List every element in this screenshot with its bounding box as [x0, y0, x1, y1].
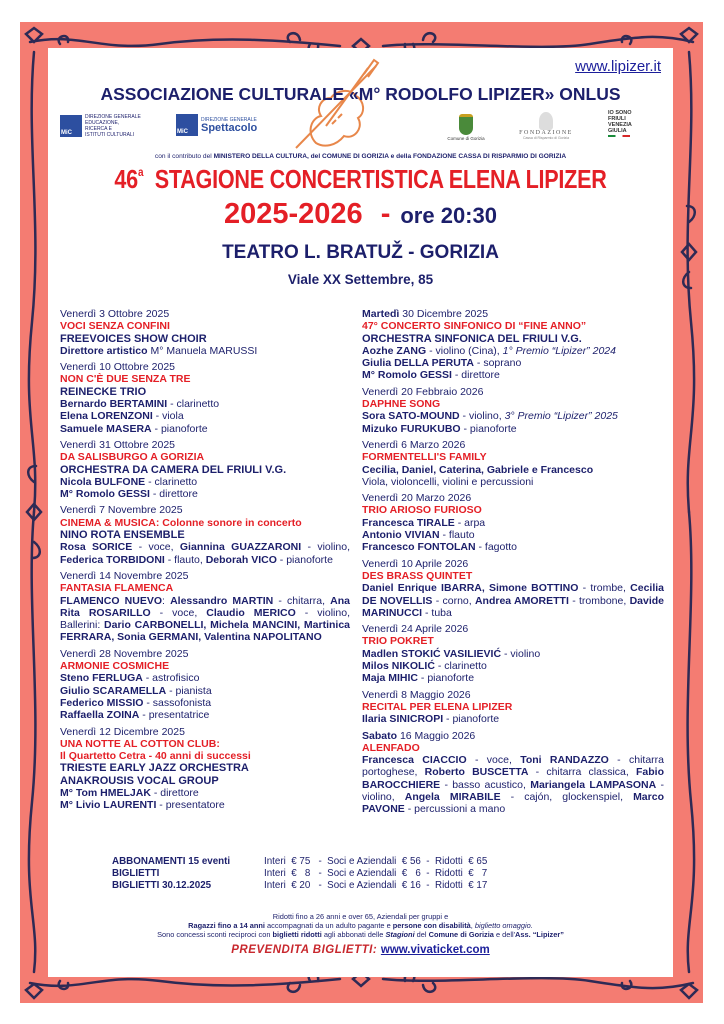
fondazione-logo — [506, 112, 586, 140]
separator: - — [380, 198, 391, 230]
performer-name: Francesca CIACCIO — [362, 754, 467, 767]
ticket-notes — [48, 912, 673, 939]
price-label: BIGLIETTI 30.12.2025 — [112, 880, 212, 891]
performer-name: Daniel Enrique IBARRA, Simone BOTTINO — [362, 582, 579, 595]
event-title: ALENFADO — [362, 741, 420, 754]
venue-address: Viale XX Settembre, 85 — [287, 272, 434, 287]
performer-role: - basso acustico, — [440, 778, 531, 791]
performer-name: Marco PAVONE — [362, 790, 664, 816]
performer-line — [60, 697, 350, 709]
event-date — [60, 361, 350, 373]
performer-role: - cajón, glockenspiel, — [500, 790, 634, 803]
event-day: Venerdì — [60, 725, 97, 738]
event-item — [362, 308, 664, 382]
performer-line — [60, 345, 350, 357]
event-date — [60, 504, 350, 516]
event-title: ARMONIE COSMICHE — [60, 660, 170, 673]
performer-role: - arpa — [454, 516, 486, 529]
event-date-text: 16 Maggio 2026 — [399, 729, 476, 742]
performer-name: Francesca TIRALE — [362, 516, 455, 529]
performer-line — [60, 787, 350, 799]
performer-line — [60, 685, 350, 697]
performer-name: M° Livio LAURENTI — [60, 799, 157, 812]
performer-role: - percussioni a mano — [404, 803, 506, 816]
mic-spettacolo-title: Spettacolo — [201, 121, 258, 134]
performer-role: - corno, — [432, 594, 475, 607]
performer-paragraph — [60, 595, 350, 644]
performer-name: Francesco FONTOLAN — [362, 541, 476, 554]
price-values: Interi € 8 - Soci e Aziendali € 6 - Ridotti € 7 — [264, 868, 488, 879]
event-date-text: 20 Febbraio 2026 — [401, 385, 484, 398]
event-item — [60, 726, 350, 812]
performer-name: Samuele MASERA — [60, 422, 152, 435]
performer-role: 3° Premio “Lipizer” 2025 — [504, 410, 618, 423]
crest-icon — [459, 114, 473, 135]
event-title: 47° CONCERTO SINFONICO DI “FINE ANNO” — [362, 320, 587, 333]
event-title: NON C'È DUE SENZA TRE — [60, 373, 191, 386]
season-title — [101, 164, 620, 195]
event-title: VOCI SENZA CONFINI — [60, 320, 170, 333]
contribution-line — [48, 153, 673, 160]
event-date-text: 14 Novembre 2025 — [99, 569, 189, 582]
mic-spettacolo-logo — [176, 114, 257, 136]
performer-role: - violino, — [362, 778, 664, 803]
event-day: Venerdì — [362, 623, 399, 636]
event-item — [60, 570, 350, 644]
mic-education-text: EDUCAZIONE, — [85, 120, 120, 126]
performer-role: - chitarra, — [273, 594, 331, 607]
event-ensemble: ORCHESTRA DA CAMERA DEL FRIULI V.G. — [60, 463, 287, 476]
performer-role: - pianoforte — [276, 553, 333, 566]
performer-role: - clarinetto — [434, 660, 487, 673]
event-date — [362, 623, 664, 635]
performer-name: Rosa SORICE — [60, 541, 133, 554]
performer-role: : — [162, 594, 171, 607]
mic-logo-icon: MiC — [176, 114, 198, 136]
performer-role: - violino (Cina), — [426, 344, 503, 357]
performer-role: - voce, — [132, 541, 180, 554]
performer-role: - chitarra portoghese, — [362, 754, 664, 779]
event-date — [362, 386, 664, 398]
price-label: ABBONAMENTI 15 eventi — [112, 856, 231, 867]
event-date — [362, 558, 664, 570]
event-title: RECITAL PER ELENA LIPIZER — [362, 700, 513, 713]
performer-name: Aozhe ZANG — [362, 344, 427, 357]
performer-line — [362, 541, 664, 553]
event-day: Venerdì — [362, 557, 399, 570]
performer-role: - presentatore — [156, 799, 225, 812]
event-title: FANTASIA FLAMENCA — [60, 582, 174, 595]
event-date-text: 7 Novembre 2025 — [99, 504, 183, 517]
performer-paragraph — [60, 541, 350, 566]
performer-line — [362, 476, 664, 488]
performer-line — [362, 369, 664, 381]
performer-role: - pianoforte — [460, 422, 517, 435]
event-date-text: 28 Novembre 2025 — [99, 647, 189, 660]
performer-name: FLAMENCO NUEVO — [60, 594, 162, 607]
performer-name: Giulia DELLA PERUTA — [362, 357, 475, 370]
performer-name: Madlen STOKIĆ VASILIEVIĆ — [362, 647, 502, 660]
performer-role: - violino, — [459, 410, 505, 423]
performer-line — [362, 660, 664, 672]
event-date-text: 10 Ottobre 2025 — [99, 361, 176, 374]
price-label: BIGLIETTI — [112, 868, 160, 879]
event-day: Venerdì — [362, 385, 399, 398]
performer-name: Giulio SCARAMELLA — [60, 684, 167, 697]
events-column-right — [362, 308, 664, 820]
vivaticket-link[interactable]: www.vivaticket.com — [380, 944, 490, 956]
performer-line — [60, 423, 350, 435]
association-name: ASSOCIAZIONE CULTURALE «M° RODOLFO LIPIZER» ONLUS — [100, 84, 621, 104]
performer-role: - violino, — [301, 541, 351, 554]
performer-name: Alessandro MARTIN — [170, 594, 274, 607]
performer-role: - flauto — [439, 529, 475, 542]
performer-line — [362, 357, 664, 369]
performer-paragraph — [362, 582, 664, 619]
note-italic: Stagioni — [385, 930, 415, 939]
event-item — [362, 623, 664, 684]
performer-role: - tuba — [422, 606, 452, 619]
event-item — [362, 492, 664, 553]
event-ensemble: TRIESTE EARLY JAZZ ORCHESTRA — [60, 762, 249, 775]
event-day: Venerdì — [60, 569, 97, 582]
performer-role: - direttore — [451, 369, 500, 382]
performer-name: Ilaria SINICROPI — [362, 713, 444, 726]
performer-name: Andrea AMORETTI — [474, 594, 569, 607]
season-name: STAGIONE CONCERTISTICA ELENA LIPIZER — [154, 164, 607, 194]
performer-name: Toni RANDAZZO — [520, 754, 609, 767]
mic-logo-icon: MiC — [60, 115, 82, 137]
event-date — [60, 726, 350, 738]
performer-role: M° Manuela MARUSSI — [150, 344, 258, 357]
performer-name: M° Romolo GESSI — [60, 488, 150, 501]
event-title: TRIO POKRET — [362, 635, 434, 648]
performer-name: Mariangela LAMPASONA — [530, 778, 657, 791]
event-date-text: 20 Marzo 2026 — [401, 492, 472, 505]
note-text: agli abbonati delle — [321, 930, 386, 939]
event-title: UNA NOTTE AL COTTON CLUB: — [60, 737, 220, 750]
events-column-left — [60, 308, 350, 816]
performer-name: Dario CARBONELLI, Michela MANCINI, Martinica FERRARA, Sonia GERMANI, Valentina NAPOLITANO — [60, 619, 350, 644]
note-line — [48, 921, 673, 930]
event-date-text: 8 Maggio 2026 — [401, 688, 471, 701]
event-title: DES BRASS QUINTET — [362, 569, 473, 582]
event-date — [362, 730, 664, 742]
performer-line — [60, 799, 350, 811]
performer-role: - pianoforte — [443, 713, 500, 726]
performer-name: Sora SATO-MOUND — [362, 410, 460, 423]
event-day: Martedì — [362, 308, 400, 320]
website-link[interactable]: www.lipizer.it — [575, 58, 661, 75]
sponsor-logos — [48, 110, 673, 146]
presale-colon: : — [372, 944, 381, 956]
performer-name: Roberto BUSCETTA — [424, 766, 529, 779]
event-date — [60, 308, 350, 320]
event-ensemble: NINO ROTA ENSEMBLE — [60, 529, 185, 542]
contribution-sponsors: MINISTERO DELLA CULTURA, del COMUNE DI GORIZIA e della FONDAZIONE CASSA DI RISPARMIO DI GORIZIA — [213, 153, 567, 160]
fondazione-crest-icon — [539, 112, 553, 130]
note-text: Sono concessi sconti reciproci con — [157, 930, 273, 939]
performer-line — [362, 713, 664, 725]
performer-name: Maja MIHIC — [362, 672, 419, 685]
performer-role: - clarinetto — [167, 398, 220, 411]
performer-name: Claudio MERICO — [206, 606, 296, 619]
event-day: Sabato — [362, 729, 398, 742]
performer-line — [362, 410, 664, 422]
venue: TEATRO L. BRATUŽ - GORIZIA — [222, 242, 499, 263]
performer-role: - voce, — [466, 754, 521, 767]
event-item — [362, 558, 664, 619]
performer-line — [362, 672, 664, 684]
performer-role: - pianoforte — [418, 672, 475, 685]
event-date-text: 31 Ottobre 2025 — [99, 438, 176, 451]
edition-number: 46 — [114, 164, 138, 194]
note-text: accompagnati da un adulto pagante e — [264, 921, 393, 930]
mic-education-logo — [60, 114, 141, 138]
performer-name: Antonio VIVIAN — [362, 529, 440, 542]
price-values: Interi € 20 - Soci e Aziendali € 16 - Ridotti € 17 — [264, 880, 488, 891]
event-title: TRIO ARIOSO FURIOSO — [362, 504, 482, 517]
performer-line — [362, 464, 664, 476]
performer-name: M° Romolo GESSI — [362, 369, 452, 382]
price-values: Interi € 75 - Soci e Aziendali € 56 - Ridotti € 65 — [264, 856, 488, 867]
performer-paragraph — [362, 754, 664, 815]
event-date-text: 6 Marzo 2026 — [401, 438, 466, 451]
fvg-logo — [608, 110, 632, 137]
performer-line — [362, 423, 664, 435]
event-date — [362, 308, 664, 320]
event-title: FORMENTELLI'S FAMILY — [362, 451, 487, 464]
event-day: Venerdì — [60, 647, 97, 660]
poster-panel — [48, 48, 673, 977]
performer-line — [362, 648, 664, 660]
event-ensemble: REINECKE TRIO — [60, 385, 147, 398]
event-subtitle: Il Quartetto Cetra - 40 anni di successi — [60, 750, 251, 763]
event-item — [60, 361, 350, 435]
note-text: del — [414, 930, 429, 939]
event-day: Venerdì — [60, 308, 97, 320]
season-years: 2025-2026 — [224, 198, 363, 230]
event-title: CINEMA & MUSICA: Colonne sonore in concerto — [60, 516, 302, 529]
performer-name: Giannina GUAZZARONI — [179, 541, 302, 554]
performer-role: - fagotto — [475, 541, 518, 554]
event-ensemble: ORCHESTRA SINFONICA DEL FRIULI V.G. — [362, 332, 582, 345]
performer-name: Fabio BAROCCHIERE — [362, 766, 664, 791]
mic-spettacolo-subtitle: DIREZIONE GENERALE — [201, 116, 257, 123]
note-line — [48, 930, 673, 939]
performer-name: Cecilia, Daniel, Caterina, Gabriele e Francesco — [362, 463, 594, 476]
performer-role: - voce, — [150, 606, 207, 619]
event-date — [60, 570, 350, 582]
note-italic: biglietto omaggio. — [474, 921, 533, 930]
performer-line — [60, 488, 350, 500]
event-date-text: 24 Aprile 2026 — [401, 623, 469, 636]
performer-role: - violino — [501, 647, 541, 660]
performer-name: Federica TORBIDONI — [60, 553, 165, 566]
contribution-prefix: con il contributo del — [154, 153, 214, 160]
event-item — [362, 689, 664, 726]
performer-line — [60, 398, 350, 410]
event-day: Venerdì — [60, 438, 97, 451]
performer-role: - chitarra classica, — [528, 766, 636, 779]
performer-role: - clarinetto — [145, 475, 198, 488]
fondazione-subtext: Cassa di Risparmio di Gorizia — [522, 136, 570, 140]
performer-name: Davide MARINUCCI — [362, 594, 664, 619]
performer-role: - pianista — [166, 684, 212, 697]
performer-line — [60, 672, 350, 684]
event-date — [60, 439, 350, 451]
mic-education-text: DIREZIONE GENERALE — [85, 114, 141, 120]
performer-name: Steno FERLUGA — [60, 672, 143, 685]
performer-name: Mizuko FURUKUBO — [362, 422, 461, 435]
mic-education-text: ISTITUTI CULTURALI — [85, 132, 135, 138]
performer-role: - trombe, — [578, 582, 631, 595]
fvg-text: FRIULI — [608, 116, 626, 122]
flag-bar-icon — [608, 135, 630, 137]
event-title: DA SALISBURGO A GORIZIA — [60, 451, 205, 464]
note-bold: biglietti ridotti — [272, 930, 322, 939]
performer-role: Viola, violoncelli, violini e percussioni — [362, 475, 534, 488]
performer-name: M° Tom HMELJAK — [60, 786, 151, 799]
note-text: e dell' — [493, 930, 516, 939]
performer-name: Nicola BULFONE — [60, 475, 146, 488]
performer-role: 1° Premio “Lipizer” 2024 — [502, 344, 616, 357]
performer-line — [60, 476, 350, 488]
event-item — [60, 504, 350, 565]
mic-education-text: RICERCA E — [85, 126, 112, 132]
performer-role: - violino, Ballerini: — [60, 606, 350, 632]
event-date-text: 10 Aprile 2026 — [401, 557, 469, 570]
comune-gorizia-logo — [442, 114, 490, 141]
event-item — [60, 648, 350, 722]
performer-name: Elena LORENZONI — [60, 410, 153, 423]
performer-line — [362, 517, 664, 529]
edition-superscript: a — [137, 165, 144, 179]
event-day: Venerdì — [60, 504, 97, 517]
performer-line — [60, 709, 350, 721]
performer-role: - astrofisico — [142, 672, 200, 685]
performer-role: - presentatrice — [139, 709, 210, 722]
note-bold: Comune di Gorizia — [428, 930, 494, 939]
performer-line — [60, 410, 350, 422]
season-years-time — [48, 198, 673, 231]
performer-name: Federico MISSIO — [60, 696, 144, 709]
event-item — [362, 386, 664, 435]
fvg-text: VENEZIA — [608, 122, 632, 128]
performer-line — [362, 345, 664, 357]
note-bold: Ass. “Lipizer” — [515, 930, 564, 939]
performer-role: - pianoforte — [151, 422, 208, 435]
event-item — [362, 730, 664, 816]
event-date-text: 3 Ottobre 2025 — [99, 308, 170, 320]
performer-name: Angela MIRABILE — [404, 790, 501, 803]
performer-name: Ana Rita ROSARILLO — [60, 594, 350, 619]
event-title: DAPHNE SONG — [362, 398, 441, 411]
performer-name: Cecilia DE NOVELLIS — [362, 582, 664, 607]
note-bold: Ragazzi fino a 14 anni — [188, 921, 265, 930]
performer-name: Deborah VICO — [205, 553, 277, 566]
event-day: Venerdì — [60, 361, 97, 374]
presale-label: PREVENDITA BIGLIETTI — [231, 944, 373, 956]
performer-role: - soprano — [474, 357, 522, 370]
performer-role: - flauto, — [164, 553, 206, 566]
performer-name: Bernardo BERTAMINI — [60, 398, 168, 411]
concert-time: ore 20:30 — [400, 203, 497, 228]
presale-line — [48, 944, 673, 956]
event-item — [60, 439, 350, 500]
event-day: Venerdì — [362, 438, 399, 451]
performer-line — [362, 529, 664, 541]
performer-role: - viola — [152, 410, 184, 423]
event-item — [60, 308, 350, 357]
note-text: , — [470, 921, 475, 930]
comune-text: Comune di Gorizia — [447, 136, 485, 141]
event-ensemble: ANAKROUSIS VOCAL GROUP — [60, 774, 219, 787]
fondazione-text: FONDAZIONE — [519, 130, 573, 136]
event-date-text: 30 Dicembre 2025 — [402, 308, 489, 320]
fvg-text: GIULIA — [608, 128, 627, 134]
performer-role: - direttore — [150, 786, 199, 799]
performer-role: - sassofonista — [143, 696, 212, 709]
event-date — [362, 689, 664, 701]
performer-name: Milos NIKOLIĆ — [362, 660, 435, 673]
performer-name: Direttore artistico — [60, 344, 151, 357]
performer-name: Raffaella ZOINA — [60, 709, 140, 722]
performer-role: - direttore — [149, 488, 198, 501]
event-date — [60, 648, 350, 660]
note-line: Ridotti fino a 26 anni e over 65, Aziendali per gruppi e — [272, 912, 449, 921]
event-date-text: 12 Dicembre 2025 — [99, 725, 185, 738]
fvg-text: IO SONO — [608, 110, 632, 116]
event-day: Venerdì — [362, 688, 399, 701]
event-date — [362, 492, 664, 504]
event-day: Venerdì — [362, 492, 399, 505]
event-ensemble: FREEVOICES SHOW CHOIR — [60, 332, 207, 345]
event-item — [362, 439, 664, 488]
note-bold: persone con disabilità — [392, 921, 471, 930]
performer-role: - trombone, — [568, 594, 630, 607]
event-date — [362, 439, 664, 451]
